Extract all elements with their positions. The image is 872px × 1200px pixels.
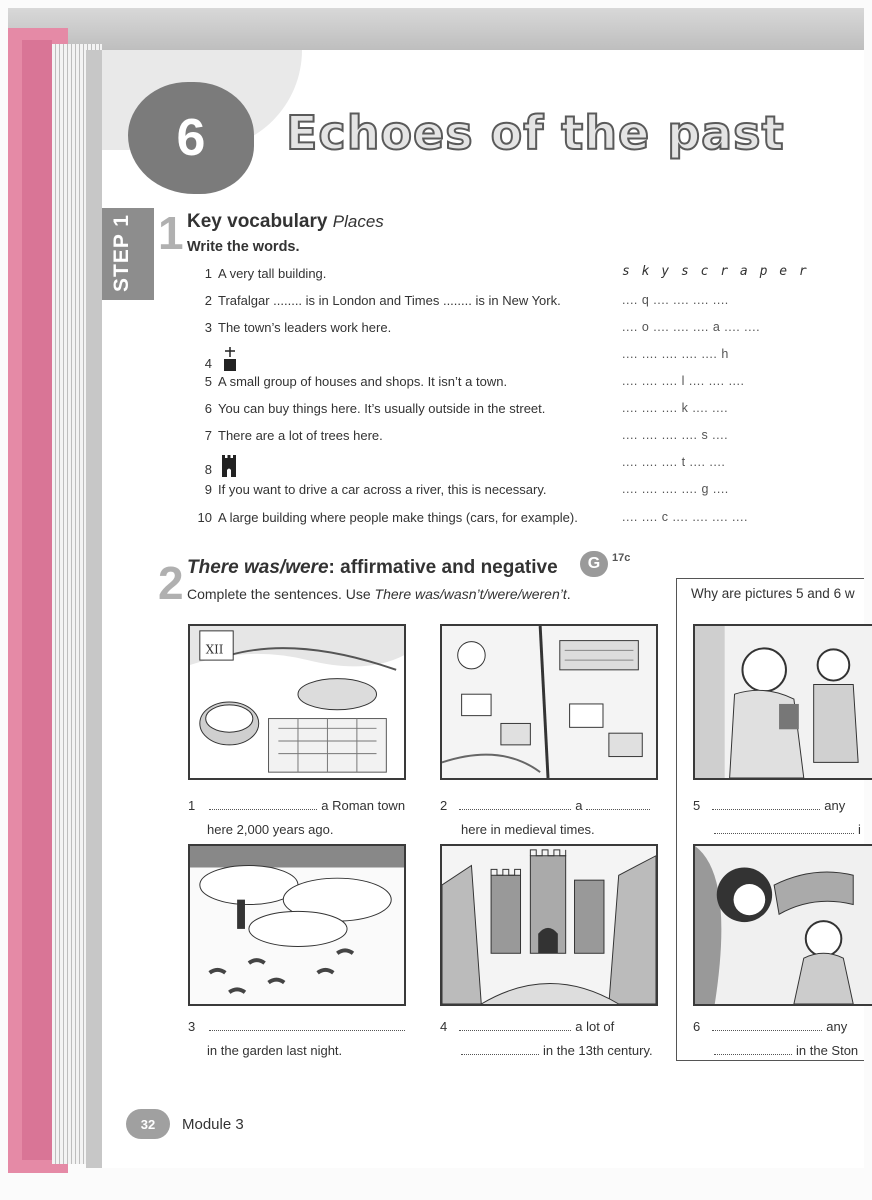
- vocab-item: 10 A large building where people make things (cars, for example).: [197, 510, 578, 525]
- vocab-item: 8: [196, 455, 236, 480]
- caption-3-line-2: in the garden last night.: [207, 1043, 343, 1058]
- svg-text:XII: XII: [205, 642, 224, 657]
- vocab-item: 4: [196, 347, 238, 374]
- exercise-1-instruction: Write the words.: [187, 239, 300, 255]
- blank[interactable]: [712, 800, 820, 810]
- vocab-answer[interactable]: .... .... .... .... .... h: [622, 347, 729, 361]
- caption-3-line-1: 3: [188, 1019, 409, 1034]
- caption-2-line-1: 2 a: [440, 798, 654, 813]
- step-label: STEP 1: [110, 214, 133, 292]
- vocab-item: 7 There are a lot of trees here.: [204, 428, 383, 443]
- caption-6-line-2: in the Ston: [714, 1043, 858, 1058]
- scan-top-shadow: [8, 8, 864, 52]
- vocab-answer[interactable]: .... .... .... t .... ....: [622, 455, 726, 469]
- vocab-answer[interactable]: .... .... .... .... g ....: [622, 482, 729, 496]
- vocab-answer[interactable]: .... o .... .... .... a .... ....: [622, 320, 761, 334]
- blank[interactable]: [714, 1045, 792, 1055]
- exercise-2-title: [187, 557, 558, 579]
- module-label: Module 3: [182, 1116, 244, 1133]
- caption-6-line-1: 6 any: [693, 1019, 848, 1034]
- exercise-2-title-italic: There was/were: [187, 557, 329, 578]
- exercise-1-title: [187, 211, 384, 233]
- blank[interactable]: [459, 1021, 571, 1031]
- castle-tower-icon: [222, 455, 236, 480]
- vocab-item: 6 You can buy things here. It’s usually outside in the street.: [204, 401, 546, 416]
- caption-1-line-2: here 2,000 years ago.: [207, 822, 334, 837]
- picture-6: [693, 844, 872, 1006]
- exercise-2-number: 2: [158, 557, 184, 609]
- vocab-answer[interactable]: .... .... .... l .... .... ....: [622, 374, 745, 388]
- blank[interactable]: [712, 1021, 822, 1031]
- picture-castle: [440, 844, 658, 1006]
- exercise-2-title-rest: : affirmative and negative: [328, 557, 558, 578]
- caption-4-line-1: 4 a lot of: [440, 1019, 615, 1034]
- blank[interactable]: [459, 800, 571, 810]
- grammar-reference-icon[interactable]: G: [580, 551, 608, 577]
- blank[interactable]: [461, 1045, 539, 1055]
- vocab-item: 3 The town’s leaders work here.: [204, 320, 392, 335]
- vocab-answer[interactable]: .... .... .... k .... ....: [622, 401, 729, 415]
- vocab-answer[interactable]: .... .... .... .... s ....: [622, 428, 729, 442]
- vocab-answer[interactable]: .... q .... .... .... ....: [622, 293, 729, 307]
- book-cover-inner: [22, 40, 52, 1160]
- exercise-2-instruction: Complete the sentences. Use There was/wasn’t/were/weren’t.: [187, 586, 571, 602]
- exercise-1-number: 1: [158, 207, 184, 259]
- blank[interactable]: [586, 800, 650, 810]
- blank[interactable]: [714, 824, 854, 834]
- grammar-reference-code: 17c: [612, 552, 631, 564]
- picture-snowy-garden: [188, 844, 406, 1006]
- picture-medieval-town: [440, 624, 658, 780]
- vocab-item: 5 A small group of houses and shops. It isn’t a town.: [204, 374, 508, 389]
- blank[interactable]: [209, 800, 317, 810]
- caption-5-line-1: 5 any: [693, 798, 846, 813]
- picture-5: [693, 624, 872, 780]
- chapter-title: Echoes of the past: [286, 106, 785, 160]
- caption-2-line-2: here in medieval times.: [461, 822, 595, 837]
- page-margin-bar: [86, 50, 102, 1168]
- exercise-1-title-main: Key vocabulary: [187, 211, 328, 232]
- caption-1-line-1: 1 a Roman town: [188, 798, 406, 813]
- caption-5-line-2: i: [714, 822, 861, 837]
- vocab-item: 9 If you want to drive a car across a river, this is necessary.: [204, 482, 547, 497]
- why-question: Why are pictures 5 and 6 w: [691, 586, 855, 601]
- chapter-number-badge: [128, 82, 254, 194]
- vocab-item: 2 Trafalgar ........ is in London and Times ........ is in New York.: [204, 293, 561, 308]
- church-icon: [222, 347, 238, 374]
- picture-roman-town: [188, 624, 406, 780]
- page-number-badge: 32: [126, 1109, 170, 1139]
- vocab-answer[interactable]: s k y s c r a p e r: [622, 264, 809, 279]
- caption-4-line-2: in the 13th century.: [461, 1043, 653, 1058]
- exercise-1-subtitle: Places: [332, 212, 384, 231]
- chapter-number: 6: [176, 109, 206, 167]
- blank[interactable]: [209, 1021, 405, 1031]
- vocab-answer[interactable]: .... .... c .... .... .... ....: [622, 510, 748, 524]
- vocab-item: 1 A very tall building.: [204, 266, 327, 281]
